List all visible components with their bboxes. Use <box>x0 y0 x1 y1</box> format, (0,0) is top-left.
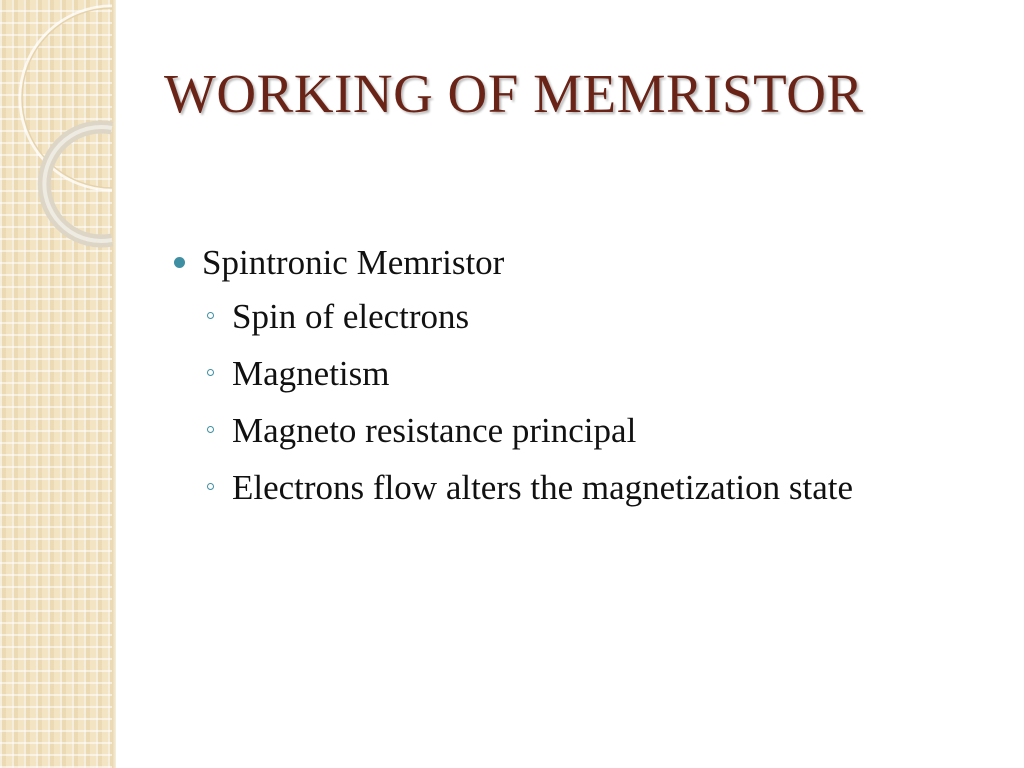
hollow-circle-bullet-icon <box>207 369 214 376</box>
hollow-circle-bullet-icon <box>207 483 214 490</box>
sub-bullet-text: Magneto resistance principal <box>232 411 637 450</box>
sub-bullet-item <box>170 288 990 345</box>
hollow-circle-bullet-icon <box>207 426 214 433</box>
bullet-item <box>170 238 990 288</box>
sub-bullet-item <box>170 459 990 516</box>
slide-title: WORKING OF MEMRISTOR <box>164 63 864 124</box>
sub-bullet-item <box>170 402 990 459</box>
bullet-list <box>170 238 990 516</box>
sub-bullet-text: Electrons flow alters the magnetization state <box>232 468 854 507</box>
sub-bullet-text: Spin of electrons <box>232 297 470 336</box>
sub-bullet-item <box>170 345 990 402</box>
bullet-text: Spintronic Memristor <box>202 243 505 282</box>
filled-circle-bullet-icon <box>174 257 185 268</box>
sub-bullet-text: Magnetism <box>232 354 390 393</box>
decorative-rings-icon <box>0 0 130 260</box>
hollow-circle-bullet-icon <box>207 312 214 319</box>
